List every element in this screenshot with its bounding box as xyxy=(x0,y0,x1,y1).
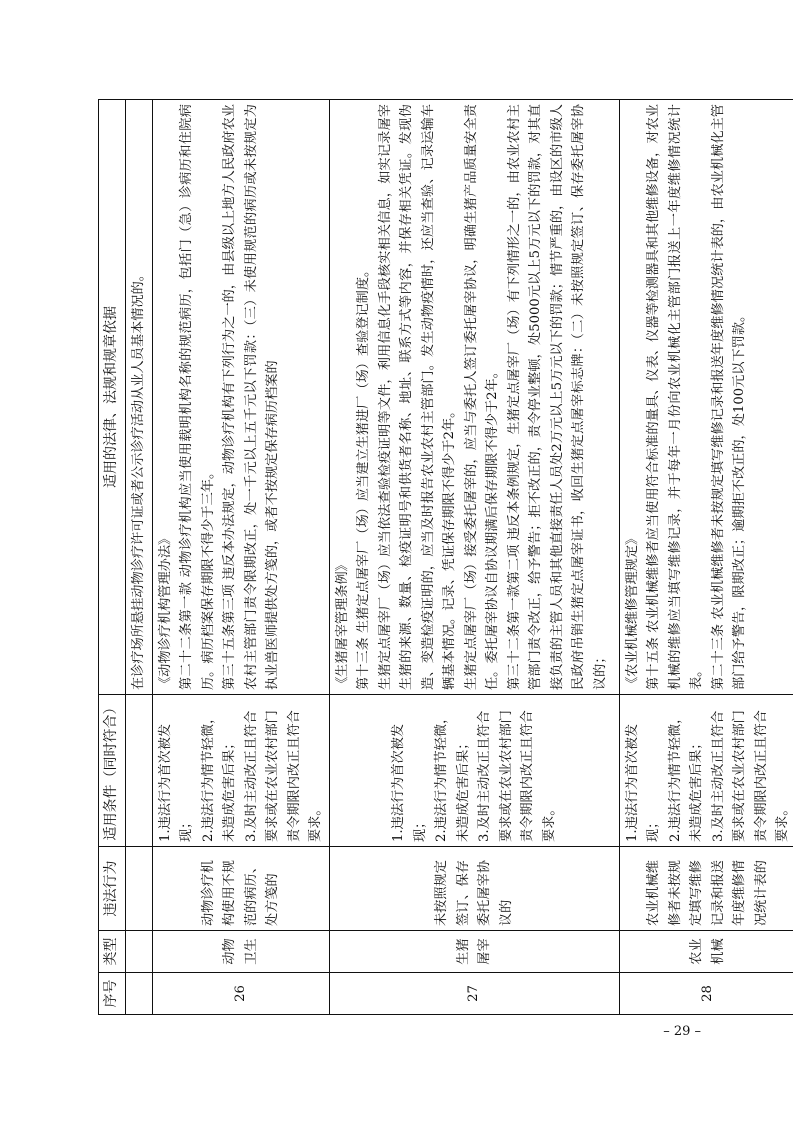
law-paragraph: 第三十二条第一款第二项 违反本条例规定，生猪定点屠宰厂（场）有下列情形之一的，由农业农村主管部门责令改正，给予警告；拒不改正的，责令停业整顿，处5000元以上5万元以下的罚款，对其直接负责的主管人员和其他直接责任人员处2万元以上5万元以下的罚款；情节严重的，由设区的市级人民政府吊销生猪定点屠宰证书，收回生猪定点屠宰标志牌：（二）未按照规定签订、保存委托屠宰协议的； xyxy=(506,104,608,690)
condition-item: 1.违法行为首次被发现； xyxy=(157,723,194,842)
regulation-table xyxy=(98,99,793,1015)
row-law xyxy=(152,100,329,695)
continuation-row xyxy=(126,100,153,1015)
header-seq: 序号 xyxy=(99,973,126,1015)
law-paragraph: 《生猪屠宰管理条例》 xyxy=(334,558,350,690)
table-row xyxy=(329,100,619,1015)
row-law xyxy=(329,100,619,695)
law-paragraph: 生猪定点屠宰厂（场）接受委托屠宰的，应当与委托人签订委托屠宰协议，明确生猪产品质量安全责任。委托屠宰协议自协议期满后保存期限不得少于2年。 xyxy=(463,104,500,690)
law-paragraph: 生猪定点屠宰厂（场）应当依法查验检疫证明等文件，利用信息化手段核实相关信息，如实记录屠宰生猪的来源、数量、检疫证明号和供货者名称、地址、联系方式等内容，并保存相关凭证。发现伪造、变造检疫证明的，应当及时报告农业农村主管部门。发生动物疫情时，还应当查验、记录运输车辆基本情况。记录、凭证保存期限不得少于2年。 xyxy=(377,104,457,690)
condition-item: 1.违法行为首次被发现； xyxy=(391,723,428,842)
condition-item: 2.违法行为情节轻微，未造成危害后果； xyxy=(667,710,704,842)
law-paragraph: 《动物诊疗机构管理办法》 xyxy=(157,531,173,690)
row-law xyxy=(619,100,793,695)
table-row xyxy=(152,100,329,1015)
law-paragraph: 第十三条 生猪定点屠宰厂（场）应当建立生猪进厂（场）查验登记制度。 xyxy=(356,263,371,690)
row-act: 农业机械维修者未按规定填写维修记录和报送年度维修情况统计表的 xyxy=(619,847,793,931)
row-type: 生猪屠宰 xyxy=(329,931,619,973)
page-number: – 29 – xyxy=(663,1024,701,1039)
row-act: 动物诊疗机构使用不规范的病历、处方笺的 xyxy=(152,847,329,931)
condition-item: 3.及时主动改正且符合要求或在农业农村部门责令期限内改正且符合要求。 xyxy=(710,710,790,842)
row-act: 未按照规定签订、保存委托屠宰协议的 xyxy=(329,847,619,931)
law-paragraph: 第十五条 农业机械维修者应当使用符合标准的量具、仪表、仪器等检测器具和其他维修设备，对农业机械的维修应当填写维修记录，并于每年一月份向农业机械化主管部门报送上一年度维修情况统计表。 xyxy=(646,104,704,690)
row-conditions xyxy=(619,695,793,847)
condition-item: 3.及时主动改正且符合要求或在农业农村部门责令期限内改正且符合要求。 xyxy=(477,710,557,842)
condition-item: 3.及时主动改正且符合要求或在农业农村部门责令期限内改正且符合要求。 xyxy=(243,710,323,842)
law-paragraph: 第二十三条 农业机械维修者未按规定填写维修记录和报送年度维修情况统计表的，由农业机械化主管部门给予警告，限期改正；逾期拒不改正的，处100元以下罚款。 xyxy=(710,104,747,690)
header-law: 适用的法律、法规和规章依据 xyxy=(99,100,126,695)
law-paragraph: 第二十二条第一款 动物诊疗机构应当使用载明机构名称的规范病历，包括门（急）诊病历和住院病历。病历档案保存期限不得少于三年。 xyxy=(179,104,216,690)
row-conditions xyxy=(152,695,329,847)
condition-item: 2.违法行为情节轻微，未造成危害后果； xyxy=(200,710,237,842)
table-row xyxy=(619,100,793,1015)
row-type: 动物卫生 xyxy=(152,931,329,973)
row-seq: 27 xyxy=(329,973,619,1015)
row-type: 农业机械 xyxy=(619,931,793,973)
row-seq: 28 xyxy=(619,973,793,1015)
law-paragraph: 第三十五条第三项 违反本办法规定，动物诊疗机构有下列行为之一的，由县级以上地方人民政府农业农村主管部门责令限期改正，处一千元以上五千元以下罚款：（三）未使用规范的病历或未按规定为执业兽医师提供处方笺的，或者不按规定保存病历档案的 xyxy=(222,104,280,690)
header-cond: 适用条件（同时符合） xyxy=(99,695,126,847)
row-conditions xyxy=(329,695,619,847)
row-seq: 26 xyxy=(152,973,329,1015)
header-row xyxy=(99,100,126,1015)
law-paragraph: 《农业机械维修管理规定》 xyxy=(624,531,640,690)
condition-item: 1.违法行为首次被发现； xyxy=(624,723,661,842)
header-act: 违法行为 xyxy=(99,847,126,931)
condition-item: 2.违法行为情节轻微，未造成危害后果； xyxy=(434,710,471,842)
continuation-law-text: 在诊疗场所悬挂动物诊疗许可证或者公示诊疗活动从业人员基本情况的。 xyxy=(126,100,153,695)
header-type: 类型 xyxy=(99,931,126,973)
rotated-table-region xyxy=(98,100,790,1015)
